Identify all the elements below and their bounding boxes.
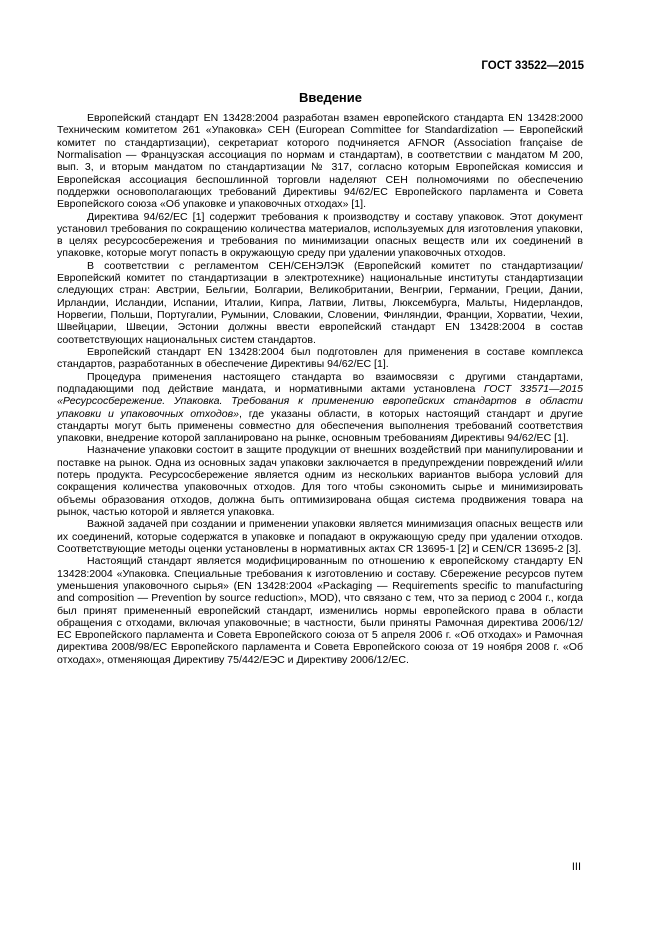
paragraph: Важной задачей при создании и применении упаковки является минимизация опасных веществ или их соединений, которые содержатся в упаковке и попадают в окружающую среду при удалении отходов. Соответствующие методы оценки установлены в нормативных актах CR 13695-1 [2] и CEN/CR 13695-2 [3]. xyxy=(57,518,583,555)
standard-reference: ГОСТ 33571—2015 «Ресурсосбережение. Упаковка. Требования к применению европейских стандартов в области упаковки и упаковочных отходов» xyxy=(57,382,583,420)
document-code: ГОСТ 33522—2015 xyxy=(481,60,584,72)
page-title: Введение xyxy=(299,90,362,105)
paragraph xyxy=(57,371,583,445)
paragraph: В соответствии с регламентом СЕН/СЕНЭЛЭК (Европейский комитет по стандартизации/Европейский комитет по стандартизации в электротехнике) национальные институты стандартизации следующих стран: Австрии, Бельгии, Болгарии, Великобритании, Венгрии, Германии, Греции, Дании, Ирландии, Исландии, Испании, Италии, Кипра, Латвии, Литвы, Люксембурга, Мальты, Нидерландов, Норвегии, Польши, Португалии, Румынии, Словакии, Словении, Финляндии, Франции, Хорватии, Чехии, Швейцарии, Швеции, Эстонии должны ввести европейский стандарт EN 13428:2004 в состав соответствующих национальных систем стандартов. xyxy=(57,259,583,346)
paragraph: Европейский стандарт EN 13428:2004 разработан взамен европейского стандарта EN 13428:2000 Техническим комитетом 261 «Упаковка» СЕН (European Committee for Standardization — Европейский комитет по стандартизации), секретариат которого подчиняется AFNOR (Association française de Normalisation — Французская ассоциация по нормам и стандартам), в соответствии с мандатом М 200, вып. 3, и вторым мандатом по стандартизации № 317, согласно которым Европейская комиссия и Европейская ассоциация беспошлинной торговли наделяют СЕН полномочиями по обеспечению поддержки основополагающих требований Директивы 94/62/ЕС Европейского парламента и Совета Европейского союза «Об упаковке и упаковочных отходах» [1]. xyxy=(57,112,583,211)
paragraph: Директива 94/62/ЕС [1] содержит требования к производству и составу упаковок. Этот документ установил требования по сокращению количества материалов, используемых для изготовления упаковки, в целях ресурсосбережения и требования по минимизации опасных веществ или их соединений в упаковке, которые могут попасть в окружающую среду при удалении упаковочных отходов. xyxy=(57,210,583,260)
paragraph: Европейский стандарт EN 13428:2004 был подготовлен для применения в составе комплекса стандартов, разработанных в обеспечение Директивы 94/62/ЕС [1]. xyxy=(57,345,583,371)
paragraph: Настоящий стандарт является модифицированным по отношению к европейскому стандарту EN 13428:2004 «Упаковка. Специальные требования к изготовлению и составу. Сбережение ресурсов путем уменьшения упаковочного сырья» (EN 13428:2004 «Packaging — Requirements specific to manufacturing and composition — Prevention by source reduction», MOD), что связано с тем, что за период с 2004 г., когда был принят примененный европейский стандарт, изменились нормы европейского права в области обращения с отходами, включая упаковочные; в частности, были приняты Рамочная директива 2006/12/ЕС Европейского парламента и Совета Европейского союза от 5 апреля 2006 г. «Об отходах» и Рамочная директива 2008/98/ЕС Европейского парламента и Совета Европейского союза от 19 ноября 2008 г. «Об отходах», отменяющая Директиву 75/442/ЕЭС и Директиву 2006/12/ЕС. xyxy=(57,555,583,666)
paragraph-text: Процедура применения настоящего стандарта во взаимосвязи с другими стандартами, подпадающими под действие мандата, и нормативными актами установлена xyxy=(57,370,583,395)
document-body xyxy=(57,112,583,666)
paragraph: Назначение упаковки состоит в защите продукции от внешних воздействий при манипулировании и поставке на рынок. Одна из основных задач упаковки заключается в предупреждении повреждений и/или потерь продукта. Ресурсосбережение является одним из нескольких вариантов выбора условий для сокращения количества упаковочных отходов. Для того чтобы сэкономить сырье и минимизировать объемы образования отходов, должна быть оптимизирована общая система продвижения товара на рынок, частью которой и является упаковка. xyxy=(57,444,583,518)
page-number: III xyxy=(571,861,581,873)
paragraph-text: , где указаны области, в которых настоящий стандарт и другие стандарты могут быть применены совместно для обеспечения выполнения требований соответствия упаковки, внедрение которой запланировано на рынке, основным требованиям Директивы 94/62/ЕС [1]. xyxy=(57,407,583,445)
